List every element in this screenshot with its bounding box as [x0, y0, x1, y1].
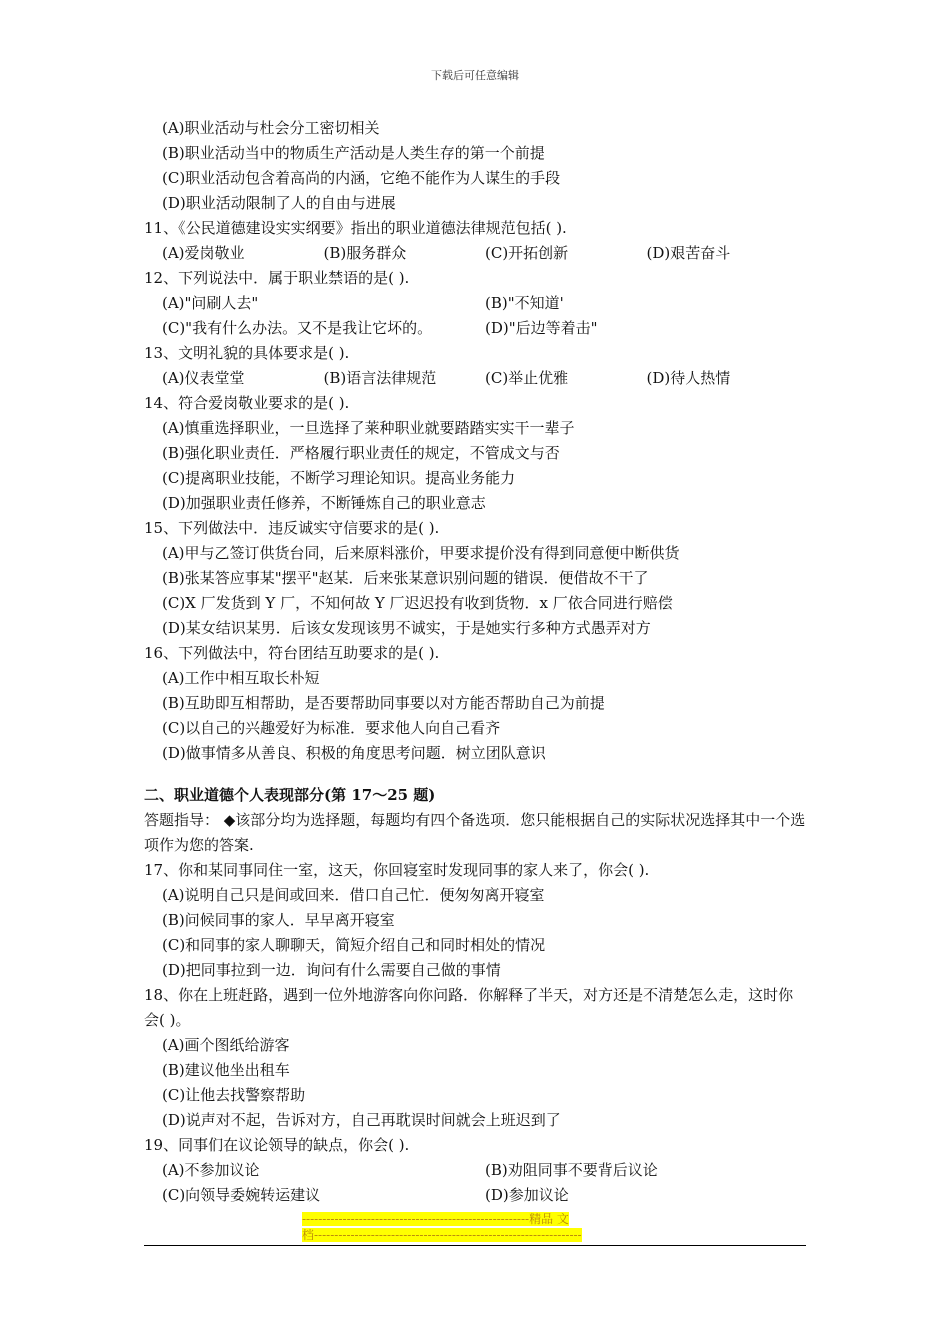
q11-option-b: (B)服务群众 [323, 244, 407, 262]
q12-option-a: (A)"问刷人去" [162, 294, 259, 312]
q11-option-c: (C)开拓创新 [485, 244, 569, 262]
q13-stem: 13、文明礼貌的具体要求是( ). [144, 344, 350, 362]
section-title: 二、职业道德个人表现部分(第 17～25 题) [144, 786, 436, 804]
footer-watermark [302, 1211, 652, 1243]
q15-option-a: (A)甲与乙签订供货台同，后来原料涨价，甲要求提价没有得到同意便中断供货 [162, 544, 680, 562]
q18-option-c: (C)让他去找警察帮助 [162, 1086, 306, 1104]
q19-option-d: (D)参加议论 [485, 1186, 569, 1204]
q14-stem: 14、符合爱岗敬业要求的是( ). [144, 394, 350, 412]
q14-option-a: (A)慎重选择职业，一旦选择了莱种职业就要踏踏实实干一辈子 [162, 419, 575, 437]
q12-options-row2 [144, 316, 808, 341]
q17-option-d: (D)把同事拉到一边．询问有什么需要自己做的事情 [162, 961, 501, 979]
q12-option-c: (C)"我有什么办法。又不是我让它坏的。 [162, 319, 433, 337]
q14-option-d: (D)加强职业责任修养，不断锤炼自己的职业意志 [162, 494, 486, 512]
q11-option-a: (A)爱岗敬业 [162, 244, 245, 262]
footer-divider [144, 1245, 806, 1246]
q11-options [144, 241, 808, 266]
q10-option-a: (A)职业活动与杜会分工密切相关 [162, 119, 380, 137]
q10-option-b: (B)职业活动当中的物质生产活动是人类生存的第一个前提 [162, 144, 545, 162]
footer-line-2: 档------------------------------------------------------------------ [302, 1228, 582, 1242]
q19-stem: 19、同事们在议论领导的缺点，你会( ). [144, 1136, 410, 1154]
q18-stem: 18、你在上班赶路，遇到一位外地游客向你问路．你解释了半天，对方还是不清楚怎么走，这时你会( )。 [144, 986, 794, 1029]
q10-option-c: (C)职业活动包含着高尚的内涵，它绝不能作为人谋生的手段 [162, 169, 561, 187]
q13-option-c: (C)举止优雅 [485, 369, 569, 387]
q13-option-d: (D)待人热情 [646, 369, 731, 387]
q17-option-a: (A)说明自己只是间或回来．借口自己忙．便匆匆离开寝室 [162, 886, 545, 904]
q18-option-b: (B)建议他坐出租车 [162, 1061, 290, 1079]
page-header: 下载后可任意编辑 [431, 69, 519, 82]
q15-stem: 15、下列做法中．违反诚实守信要求的是( ). [144, 519, 440, 537]
document-body [144, 116, 808, 1208]
q17-option-c: (C)和同事的家人聊聊天，简短介绍自己和同时相处的情况 [162, 936, 546, 954]
q16-option-b: (B)互助即互相帮助，是否要帮助同事要以对方能否帮助自己为前提 [162, 694, 605, 712]
q16-stem: 16、下列做法中，符台团结互助要求的是( ). [144, 644, 440, 662]
q13-options [144, 366, 808, 391]
q17-stem: 17、你和某同事同住一室，这天，你回寝室时发现同事的家人来了，你会( ). [144, 861, 650, 879]
q14-option-b: (B)强化职业责任．严格履行职业责任的规定，不管成文与否 [162, 444, 560, 462]
q10-option-d: (D)职业活动限制了人的自由与进展 [162, 194, 396, 212]
q19-options-row1 [144, 1158, 808, 1183]
q15-option-d: (D)某女结识某男．后该女发现该男不诚实，于是她实行多种方式愚弄对方 [162, 619, 651, 637]
q12-option-b: (B)"不知道' [485, 294, 564, 312]
q19-option-a: (A)不参加议论 [162, 1161, 260, 1179]
q15-option-b: (B)张某答应事某"摆平"赵某．后来张某意识别问题的错误．便借故不干了 [162, 569, 649, 587]
answer-instruction: 答题指导： ◆该部分均为选择题，每题均有四个备选项．您只能根据自己的实际状况选择其中一个选项作为您的答案. [144, 811, 806, 854]
q17-option-b: (B)问候同事的家人．早早离开寝室 [162, 911, 395, 929]
q11-stem: 11、《公民道德建设实实纲要》指出的职业道德法律规范包括( ). [144, 219, 567, 237]
q19-options-row2 [144, 1183, 808, 1208]
q12-options-row1 [144, 291, 808, 316]
footer-line-1: --------------------------------------------------------精品 文 [302, 1212, 569, 1226]
q16-option-c: (C)以自己的兴趣爱好为标准．要求他人向自己看齐 [162, 719, 501, 737]
q16-option-a: (A)工作中相互取长朴短 [162, 669, 320, 687]
q14-option-c: (C)提离职业技能，不断学习理论知识。提高业务能力 [162, 469, 516, 487]
q18-option-d: (D)说声对不起，告诉对方，自己再耽误时间就会上班迟到了 [162, 1111, 561, 1129]
q16-option-d: (D)做事情多从善良、积极的角度思考问题．树立团队意识 [162, 744, 546, 762]
q13-option-b: (B)语言法律规范 [323, 369, 437, 387]
q15-option-c: (C)X 厂发货到 Y 厂，不知何故 Y 厂迟迟投有收到货物．x 厂依合同进行赔偿 [162, 594, 673, 612]
q12-stem: 12、下列说法中．属于职业禁语的是( ). [144, 269, 410, 287]
q19-option-c: (C)向领导委婉转运建议 [162, 1186, 321, 1204]
q13-option-a: (A)仪表堂堂 [162, 369, 245, 387]
q11-option-d: (D)艰苦奋斗 [646, 244, 731, 262]
q18-option-a: (A)画个图纸给游客 [162, 1036, 290, 1054]
q12-option-d: (D)"后边等着击" [485, 319, 598, 337]
q19-option-b: (B)劝阻同事不要背后议论 [485, 1161, 658, 1179]
